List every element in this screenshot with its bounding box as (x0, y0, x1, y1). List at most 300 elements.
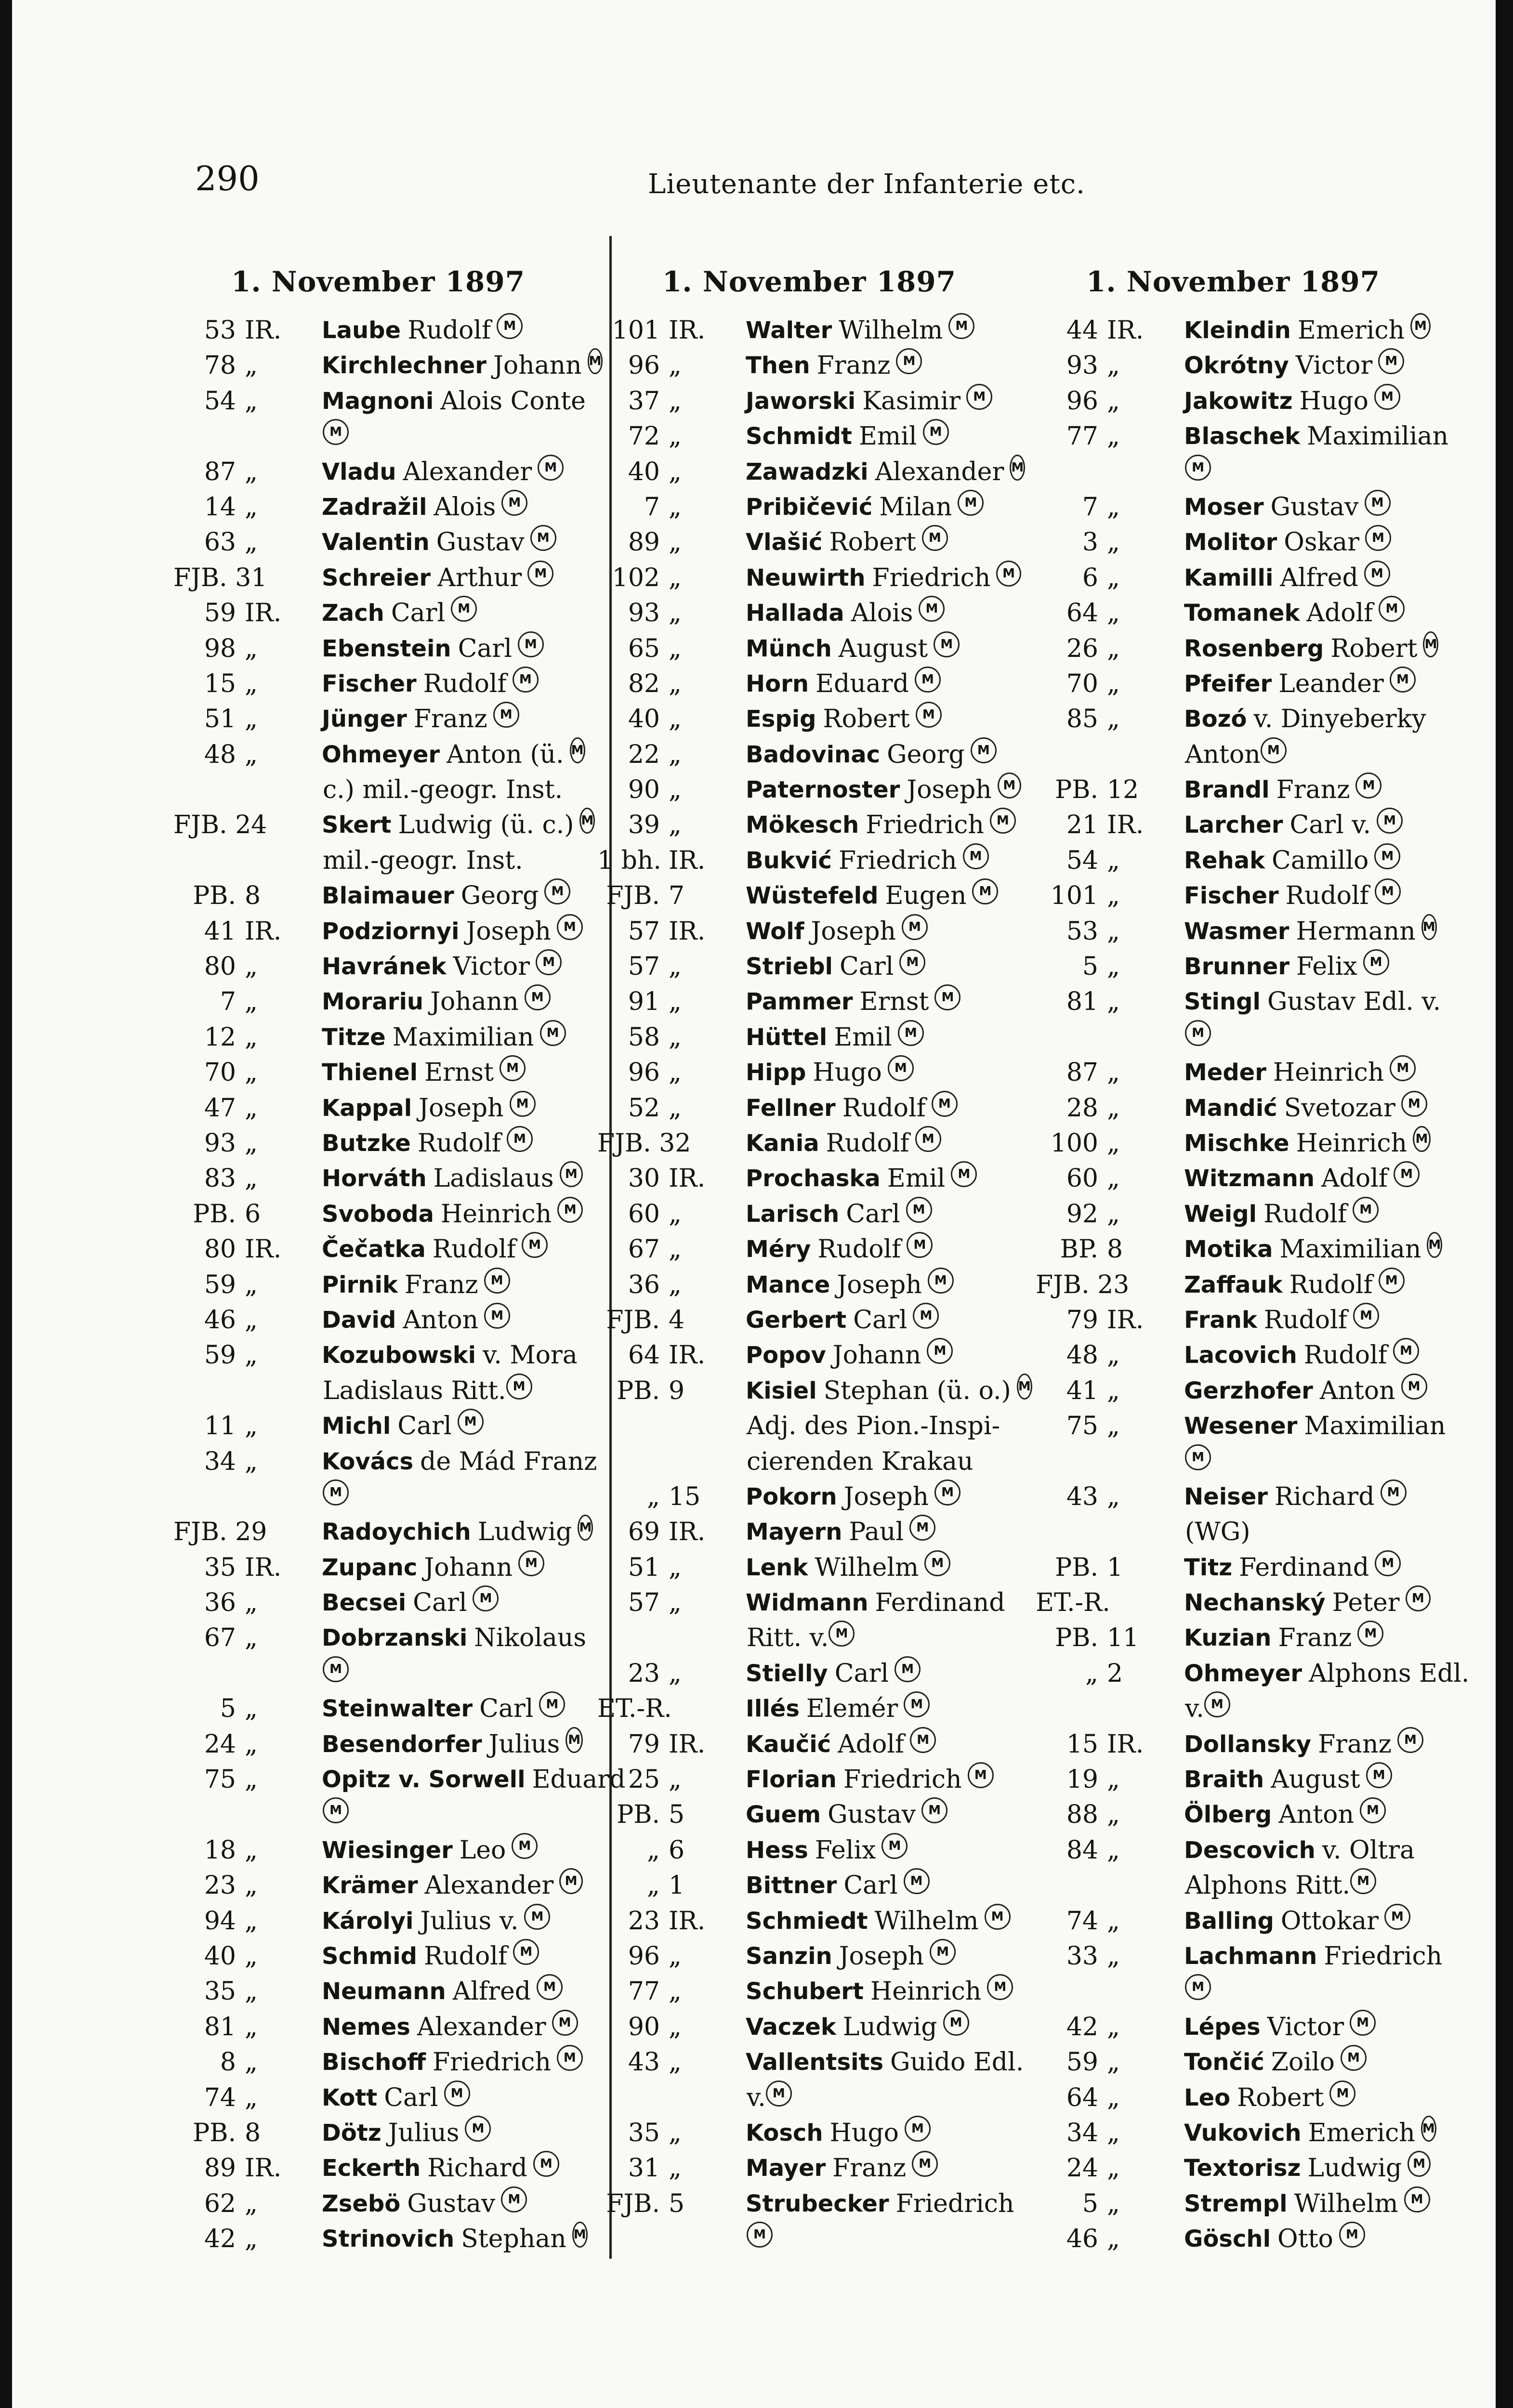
surname: Widmann (746, 1589, 868, 1617)
surname: Bittner (746, 1872, 837, 1899)
roster-entry (597, 949, 1021, 984)
given-names: Anton (403, 1305, 479, 1335)
regiment-number: 15 (204, 669, 236, 698)
unit-type: „ (245, 1729, 258, 1759)
given-names: Franz (832, 2154, 907, 2183)
military-school-badge-icon: M (932, 1091, 958, 1117)
roster-entry (1036, 2151, 1431, 2186)
surname: Mandić (1184, 1094, 1277, 1122)
military-school-badge-icon: M (990, 808, 1016, 834)
surname: Kamilli (1184, 564, 1274, 591)
regiment-number: 1 bh. (597, 846, 661, 875)
unit-type: „ (1107, 987, 1120, 1017)
surname: Balling (1184, 1907, 1274, 1935)
military-school-badge-icon: M (501, 2186, 527, 2212)
given-names: v. Oltra (1322, 1835, 1415, 1865)
page-number: 290 (195, 159, 260, 198)
surname: Textorisz (1184, 2155, 1301, 2182)
given-names: Carl (384, 2083, 438, 2112)
given-names: Rudolf (417, 1128, 501, 1158)
surname: Schmiedt (746, 1907, 868, 1935)
given-names: Joseph (843, 1482, 929, 1511)
military-school-badge-icon: M (1353, 1303, 1379, 1329)
regiment-number: 43 (1066, 1482, 1098, 1511)
military-school-badge-icon: M (928, 1268, 954, 1294)
military-school-badge-icon: M (525, 984, 551, 1010)
regiment-number: FJB. 29 (173, 1518, 267, 1547)
given-names: Carl v. (1289, 811, 1371, 840)
given-names: Robert (823, 705, 910, 734)
given-names: Eduard (532, 1765, 626, 1794)
given-names: Adolf (838, 1729, 905, 1759)
surname: Besendorfer (322, 1730, 482, 1758)
regiment-number: 62 (204, 2189, 236, 2218)
given-names: Anton (1185, 740, 1261, 769)
regiment-number: 51 (204, 705, 236, 734)
unit-type: „ (669, 386, 682, 416)
roster-entry (597, 2186, 1021, 2222)
regiment-number: 72 (628, 422, 660, 451)
given-names: Johann (493, 351, 582, 380)
regiment-number: 63 (204, 528, 236, 557)
regiment-number: 35 (204, 1977, 236, 2006)
regiment-number: 44 (1066, 316, 1098, 345)
surname: Mischke (1184, 1129, 1289, 1157)
surname: Tončić (1184, 2049, 1264, 2076)
roster-entry (597, 1974, 1021, 2009)
surname: Vaczek (746, 2013, 836, 2041)
surname: Mayern (746, 1518, 842, 1546)
regiment-number: 7 (220, 987, 236, 1017)
roster-entry (173, 1797, 583, 1832)
regiment-number: 67 (204, 1623, 236, 1653)
unit-type: „ (245, 528, 258, 557)
military-school-badge-icon: M (323, 1656, 349, 1682)
regiment-number: 96 (1066, 386, 1098, 416)
roster-entry (173, 1338, 583, 1373)
roster-entry (597, 843, 1021, 878)
roster-entry (597, 419, 1021, 454)
unit-type: „ (669, 422, 682, 451)
surname: Sanzin (746, 1942, 832, 1970)
surname: Meder (1184, 1059, 1266, 1086)
given-names: Maximilian (392, 1022, 534, 1052)
unit-type: „ (245, 1412, 258, 1441)
column-3 (1036, 260, 1470, 2257)
regiment-number: FJB. 31 (173, 563, 267, 592)
given-names: Leander (1278, 669, 1384, 698)
unit-type: „ (669, 952, 682, 982)
given-names: Ferdinand (1239, 1553, 1369, 1582)
unit-type: „ (245, 1305, 258, 1335)
unit-type: „ (1107, 846, 1120, 875)
given-names: Rudolf (408, 316, 491, 345)
column-2 (597, 260, 1031, 2257)
roster-entry (1036, 1833, 1431, 1868)
regiment-number: FJB. 23 (1036, 1270, 1130, 1299)
regiment-number: 42 (1066, 2012, 1098, 2042)
unit-type: IR. (669, 1729, 706, 1759)
military-school-badge-icon: M (513, 667, 539, 693)
military-school-badge-icon: M (934, 984, 960, 1010)
roster-entry (1036, 772, 1431, 808)
regiment-number: 91 (628, 987, 660, 1017)
roster-entry (1036, 1020, 1431, 1055)
surname: Titz (1184, 1554, 1233, 1581)
unit-type: „ (669, 705, 682, 734)
roster-entry (1036, 384, 1431, 419)
given-names: Heinrich (1273, 1058, 1384, 1087)
surname: Steinwalter (322, 1695, 473, 1723)
military-school-badge-icon: M (1365, 490, 1391, 516)
surname: Schmidt (746, 423, 852, 450)
given-names: v. (747, 2083, 766, 2112)
given-names: Carl (458, 634, 512, 663)
roster-entry (597, 525, 1021, 560)
surname: Larisch (746, 1200, 840, 1228)
roster-entry (1036, 1656, 1470, 1691)
roster-entry (1036, 1303, 1431, 1338)
unit-type: „ (669, 811, 682, 840)
roster-entry (597, 2010, 1021, 2045)
surname: Kania (746, 1129, 819, 1157)
given-names: Carl (391, 599, 446, 628)
unit-type: „ (669, 1022, 682, 1052)
military-school-badge-icon: M (1363, 949, 1389, 975)
regiment-number: 96 (628, 351, 660, 380)
unit-type: „ (1107, 528, 1120, 557)
roster-entry (173, 1126, 583, 1161)
roster-entry (1036, 1444, 1431, 1479)
military-school-badge-icon: M (323, 1479, 349, 1505)
regiment-number: 101 (1050, 881, 1098, 911)
surname: Leo (1184, 2084, 1231, 2111)
surname: Ohmeyer (322, 741, 440, 768)
surname: Striebl (746, 953, 833, 981)
roster-entry (1036, 1868, 1431, 1903)
military-school-badge-icon: M (1375, 1550, 1401, 1576)
military-school-badge-icon: M (895, 1656, 921, 1682)
unit-type: „ (245, 2048, 258, 2077)
surname: Fellner (746, 1094, 836, 1122)
regiment-number: 79 (628, 1729, 660, 1759)
unit-type (660, 1126, 746, 1161)
military-school-badge-icon: M (1379, 1268, 1405, 1294)
surname: Jünger (322, 706, 407, 733)
regiment-number: 80 (204, 952, 236, 982)
unit-type: „ (245, 1694, 258, 1724)
regiment-number: 59 (204, 1341, 236, 1370)
given-names: Nikolaus (474, 1623, 587, 1653)
surname: Hipp (746, 1059, 806, 1086)
military-school-badge-icon: M (1204, 1691, 1230, 1717)
surname: Becsei (322, 1589, 407, 1617)
unit-type (236, 808, 322, 843)
roster-entry (597, 2081, 1021, 2116)
regiment-number: 58 (628, 1022, 660, 1052)
roster-entry (1036, 455, 1431, 490)
roster-entry (1036, 1055, 1431, 1090)
roster-entry (1036, 1550, 1431, 1585)
unit-type: IR. (669, 1906, 706, 1936)
roster-entry (1036, 1479, 1431, 1515)
given-names: Otto (1277, 2225, 1333, 2254)
given-names: Emerich (1308, 2118, 1415, 2147)
given-names: Joseph (466, 916, 551, 946)
unit-type: IR. (245, 316, 282, 345)
roster-entry (597, 1833, 1021, 1868)
unit-type: „ (669, 1941, 682, 1971)
surname: Zach (322, 600, 384, 627)
roster-entry (597, 1656, 1021, 1691)
surname: Fischer (1184, 882, 1279, 910)
roster-entry (173, 2010, 583, 2045)
given-names: Wilhelm (839, 316, 943, 345)
roster-entry (173, 2116, 583, 2151)
regiment-number: 79 (1066, 1305, 1098, 1335)
given-names: Emerich (1297, 316, 1405, 345)
military-school-badge-icon: M (1010, 455, 1025, 481)
surname: Mökesch (746, 811, 859, 839)
regiment-number: PB. (1055, 1623, 1098, 1653)
given-names: Wilhelm (815, 1553, 919, 1582)
regiment-number: 101 (612, 316, 660, 345)
surname: Vladu (322, 458, 396, 485)
unit-type: „ (245, 351, 258, 380)
given-names: Gustav Edl. v. (1267, 987, 1441, 1017)
given-names: Wilhelm (1294, 2189, 1398, 2218)
roster-entry (173, 1232, 583, 1267)
regiment-number: 96 (628, 1058, 660, 1087)
surname: Lenk (746, 1554, 808, 1581)
military-school-badge-icon: M (922, 525, 948, 551)
given-names: Friedrich (1324, 1941, 1443, 1971)
surname: Göschl (1184, 2225, 1271, 2253)
roster-entry (1036, 1374, 1431, 1409)
military-school-badge-icon: M (907, 1232, 933, 1258)
surname: Guem (746, 1801, 821, 1829)
unit-type: IR. (1107, 811, 1144, 840)
regiment-number: 12 (204, 1022, 236, 1052)
roster-entry (173, 596, 583, 631)
regiment-number: 35 (628, 2118, 660, 2147)
roster-entry (1036, 1268, 1431, 1303)
military-school-badge-icon: M (501, 490, 527, 516)
regiment-number: 18 (204, 1835, 236, 1865)
regiment-number: ET.-R. (1036, 1588, 1110, 1618)
unit-type: „ (1107, 669, 1120, 698)
military-school-badge-icon: M (919, 596, 945, 622)
regiment-number: FJB. (606, 1305, 660, 1335)
military-school-badge-icon: M (987, 1974, 1013, 2000)
regiment-number: 41 (204, 916, 236, 946)
surname: Fischer (322, 670, 417, 697)
surname: Frank (1184, 1306, 1257, 1334)
military-school-badge-icon: M (1377, 808, 1403, 834)
regiment-number: 33 (1066, 1941, 1098, 1971)
surname: David (322, 1306, 396, 1334)
unit-type: „ (669, 1765, 682, 1794)
unit-type: „ (669, 2118, 682, 2147)
surname: Motika (1184, 1236, 1273, 1263)
unit-type: „ (1107, 705, 1120, 734)
roster-entry (1036, 596, 1431, 631)
unit-type: „ (669, 2012, 682, 2042)
military-school-badge-icon: M (510, 1091, 536, 1117)
unit-type: „ (245, 1093, 258, 1123)
military-school-badge-icon: M (934, 1479, 960, 1505)
military-school-badge-icon: M (1353, 1197, 1379, 1223)
unit-type (1098, 1268, 1184, 1303)
military-school-badge-icon: M (1390, 1055, 1416, 1081)
roster-entry (597, 313, 1021, 348)
given-names: Ferdinand (875, 1588, 1005, 1618)
given-names: Victor (453, 952, 530, 982)
regiment-number: 64 (1066, 2083, 1098, 2112)
given-names: Alfred (452, 1977, 531, 2006)
roster-entry (597, 1797, 1021, 1832)
unit-type: „ (1107, 1835, 1120, 1865)
unit-type: „ (1107, 1128, 1120, 1158)
military-school-badge-icon: M (905, 2116, 931, 2142)
surname: Lépes (1184, 2013, 1261, 2041)
roster-entry (597, 490, 1021, 525)
military-school-badge-icon: M (1406, 1585, 1431, 1611)
roster-entry (1036, 1797, 1431, 1832)
military-school-badge-icon: M (912, 2151, 938, 2177)
regiment-number: 80 (204, 1235, 236, 1264)
unit-type: „ (669, 1270, 682, 1299)
roster-entry (1036, 1409, 1446, 1444)
surname: Strinovich (322, 2225, 455, 2253)
regiment-number: 93 (1066, 351, 1098, 380)
regiment-number: 8 (220, 2048, 236, 2077)
unit-type: IR. (669, 1164, 706, 1193)
regiment-number: 88 (1066, 1800, 1098, 1830)
roster-entry (173, 1656, 583, 1691)
regiment-number: „ (1085, 1659, 1098, 1688)
surname: Krämer (322, 1872, 418, 1899)
military-school-badge-icon: M (909, 1515, 935, 1541)
roster-entry (1036, 808, 1431, 843)
unit-type: „ (669, 775, 682, 805)
regiment-number: 65 (628, 634, 660, 663)
regiment-number: 74 (1066, 1906, 1098, 1936)
roster-entry (1036, 348, 1431, 383)
given-names: Rudolf (1263, 1199, 1347, 1229)
regiment-number: 23 (628, 1659, 660, 1688)
unit-type (1098, 1585, 1184, 1621)
regiment-number: 81 (1066, 987, 1098, 1017)
surname: Then (746, 352, 810, 380)
regiment-number: 82 (628, 669, 660, 698)
surname: Svoboda (322, 1200, 434, 1228)
given-names: Julius v. (420, 1906, 519, 1936)
military-school-badge-icon: M (898, 1020, 924, 1046)
roster-entry (173, 914, 583, 949)
given-names: Franz (413, 705, 487, 734)
given-names: Leo (459, 1835, 506, 1865)
roster-entry (173, 1374, 583, 1409)
unit-type: „ (245, 740, 258, 769)
given-names: Carl (397, 1412, 452, 1441)
given-names: Oskar (1284, 528, 1359, 557)
roster-entry (597, 561, 1021, 596)
surname: Dötz (322, 2119, 382, 2146)
unit-type: „ (245, 457, 258, 486)
surname: Strubecker (746, 2190, 889, 2217)
roster-entry (1036, 1585, 1431, 1621)
military-school-badge-icon: M (1341, 2045, 1367, 2071)
roster-entry (173, 490, 583, 525)
military-school-badge-icon: M (572, 2222, 588, 2248)
military-school-badge-icon: M (533, 2151, 559, 2177)
surname: Zupanc (322, 1554, 418, 1581)
regiment-number: FJB. 32 (597, 1128, 691, 1158)
unit-type: 8 (1107, 1235, 1123, 1264)
military-school-badge-icon: M (323, 1797, 349, 1823)
given-names: Gustav (407, 2189, 496, 2218)
unit-type: „ (669, 1093, 682, 1123)
given-names: Ladislaus (433, 1164, 554, 1193)
roster-entry (597, 1409, 1021, 1444)
surname: Dobrzanski (322, 1624, 468, 1652)
regiment-number: 40 (204, 1941, 236, 1971)
regiment-number: 41 (1066, 1376, 1098, 1405)
roster-entry (1036, 525, 1431, 560)
regiment-number: PB. (193, 881, 236, 911)
regiment-number: 57 (628, 1588, 660, 1618)
given-names: Adolf (1321, 1164, 1388, 1193)
surname: Okrótny (1184, 352, 1289, 380)
military-school-badge-icon: M (972, 878, 998, 904)
unit-type: 2 (1107, 1659, 1123, 1688)
military-school-badge-icon: M (513, 1939, 539, 1965)
given-names: Victor (1267, 2012, 1344, 2042)
surname: Vukovich (1184, 2119, 1302, 2146)
regiment-number: 90 (628, 775, 660, 805)
given-names: Eduard (816, 669, 909, 698)
regiment-number: BP. (1060, 1235, 1098, 1264)
military-school-badge-icon: M (518, 631, 544, 657)
roster-entry (1036, 1762, 1431, 1797)
given-names: Georg (460, 881, 539, 911)
unit-type: „ (669, 2048, 682, 2077)
unit-type: 5 (669, 1800, 685, 1830)
military-school-badge-icon: M (996, 561, 1021, 587)
military-school-badge-icon: M (966, 384, 992, 410)
military-school-badge-icon: M (500, 1055, 526, 1081)
unit-type: „ (245, 1941, 258, 1971)
unit-type: „ (1107, 2225, 1120, 2254)
surname: Popov (746, 1342, 826, 1369)
military-school-badge-icon: M (518, 1550, 544, 1576)
military-school-badge-icon: M (958, 490, 984, 516)
roster-entry (173, 808, 594, 843)
military-school-badge-icon: M (1375, 878, 1401, 904)
roster-entry (597, 1550, 1021, 1585)
military-school-badge-icon: M (570, 737, 585, 763)
regiment-number: 102 (612, 563, 660, 592)
unit-type: „ (1107, 952, 1120, 982)
military-school-badge-icon: M (557, 1197, 583, 1223)
surname: Havránek (322, 953, 447, 981)
unit-type: IR. (669, 846, 706, 875)
unit-type: „ (669, 634, 682, 663)
surname: Florian (746, 1766, 837, 1793)
unit-type: „ (245, 1623, 258, 1653)
regiment-number: PB. (1055, 1553, 1098, 1582)
